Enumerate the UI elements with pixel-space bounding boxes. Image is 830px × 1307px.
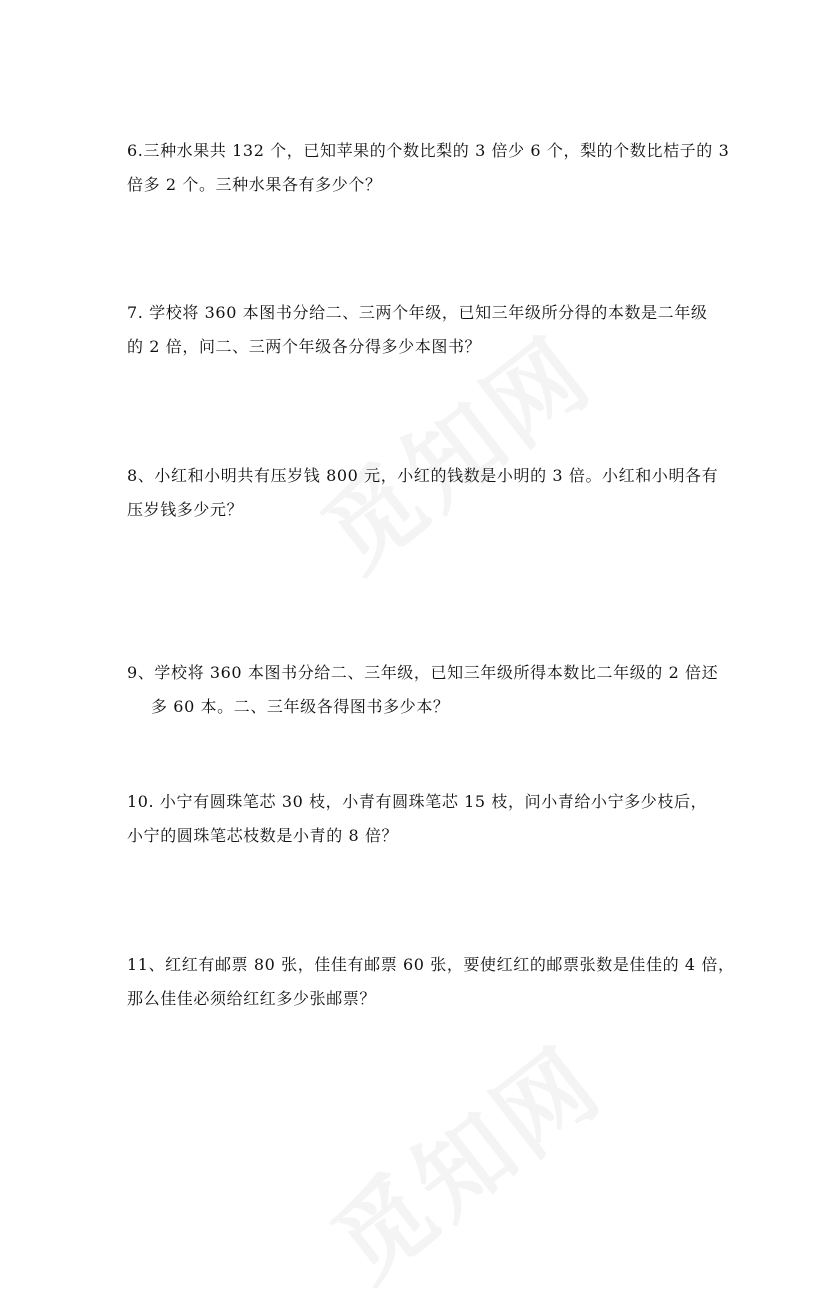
problem-10-line-1: 10. 小宁有圆珠笔芯 30 枝，小青有圆珠笔芯 15 枝，问小青给小宁多少枝后， [127, 792, 708, 811]
problem-11-line-2: 那么佳佳必须给红红多少张邮票？ [127, 989, 377, 1008]
problem-9-line-1: 9、学校将 360 本图书分给二、三年级，已知三年级所得本数比二年级的 2 倍还 [127, 663, 719, 682]
problem-10 [127, 785, 717, 853]
watermark-bottom [300, 1010, 625, 1306]
problem-8-line-1: 8、小红和小明共有压岁钱 800 元，小红的钱数是小明的 3 倍。小红和小明各有 [127, 466, 719, 485]
problem-8 [127, 459, 717, 527]
problem-7-line-1: 7. 学校将 360 本图书分给二、三两个年级，已知三年级所分得的本数是二年级 [127, 303, 708, 322]
problem-11-line-1: 11、红红有邮票 80 张，佳佳有邮票 60 张，要使红红的邮票张数是佳佳的 4 倍， [127, 955, 735, 974]
problem-7 [127, 296, 717, 364]
problem-9 [127, 656, 717, 724]
problem-10-line-2: 小宁的圆珠笔芯枝数是小青的 8 倍？ [127, 826, 399, 845]
problem-9-line-2: 多 60 本。二、三年级各得图书多少本？ [151, 697, 450, 716]
problem-6-line-2: 倍多 2 个。三种水果各有多少个？ [127, 175, 382, 194]
problem-6 [127, 134, 730, 202]
problem-7-line-2: 的 2 倍，问二、三两个年级各分得多少本图书？ [127, 337, 482, 356]
problem-6-line-1: 6.三种水果共 132 个，已知苹果的个数比梨的 3 倍少 6 个，梨的个数比桔子的 3 [127, 141, 730, 160]
problem-8-line-2: 压岁钱多少元？ [127, 500, 244, 519]
problem-11 [127, 948, 735, 1016]
